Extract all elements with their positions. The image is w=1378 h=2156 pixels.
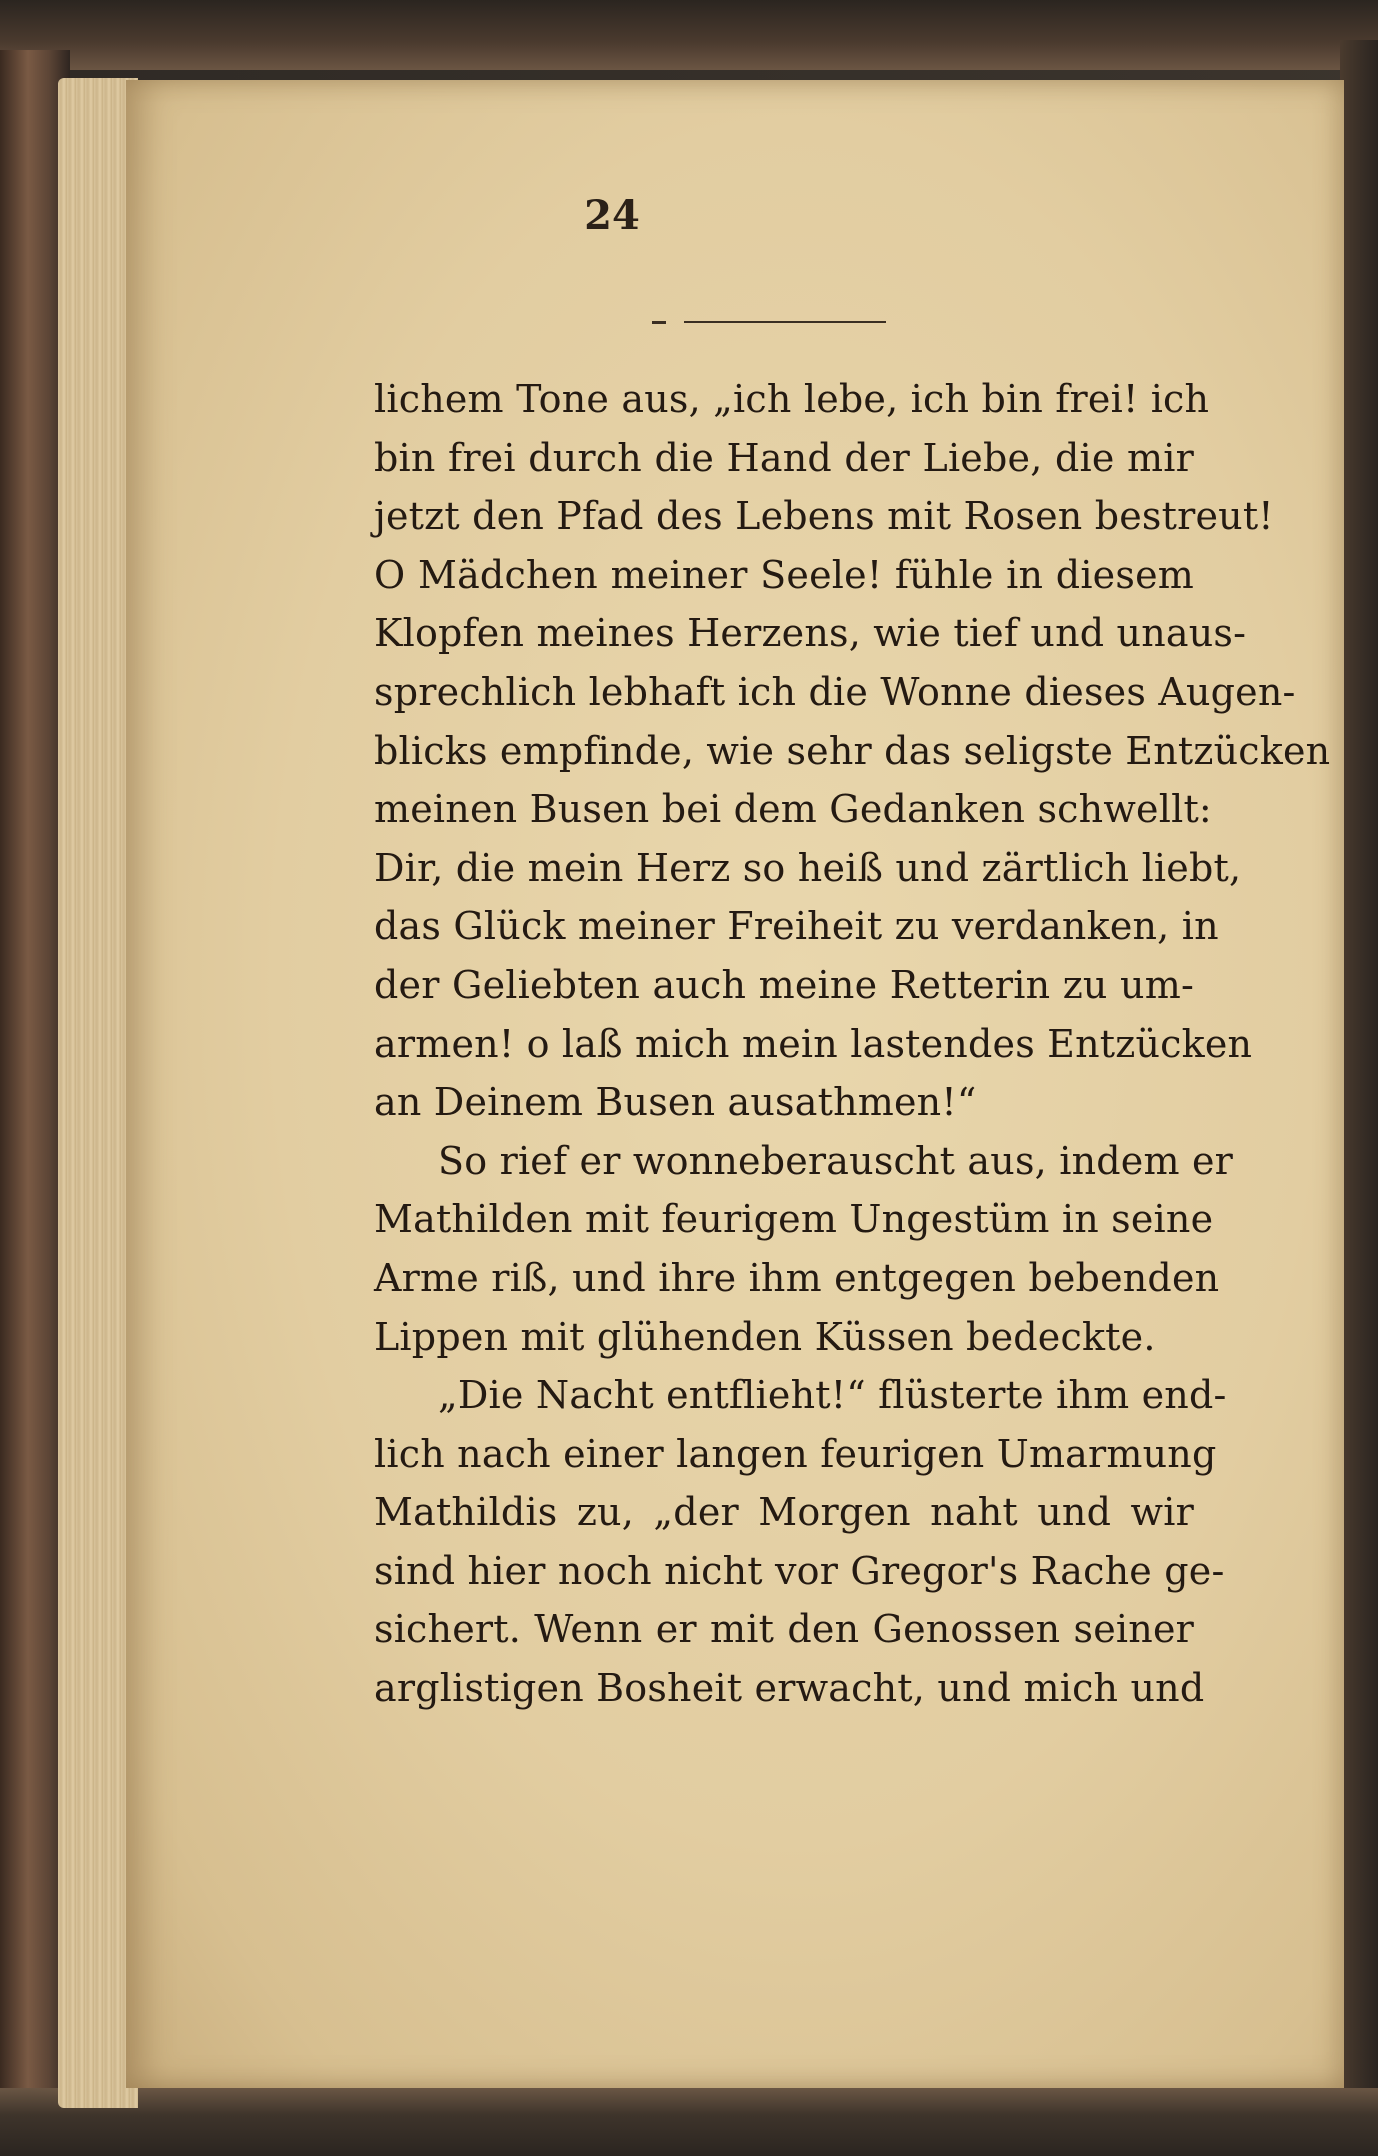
cover-top-edge	[0, 0, 1378, 70]
text-line-10: das Glück meiner Freiheit zu verdanken, in	[374, 904, 1219, 949]
header-rule	[684, 321, 886, 323]
page-number: 24	[584, 192, 640, 239]
text-line-17: Lippen mit glühenden Küssen bedeckte.	[374, 1314, 1156, 1359]
text-line-11: der Geliebten auch meine Retterin zu um-	[374, 962, 1194, 1007]
text-line-22: sichert. Wenn er mit den Genossen seiner	[374, 1607, 1194, 1652]
cover-right-edge	[1340, 40, 1378, 2120]
header-rule-dash	[652, 321, 666, 324]
text-line-7: blicks empfinde, wie sehr das seligste Entzücken	[374, 728, 1331, 773]
text-line-21: sind hier noch nicht vor Gregor's Rache ge-	[374, 1548, 1225, 1593]
text-line-1: lichem Tone aus, „ich lebe, ich bin frei! ich	[374, 377, 1210, 421]
text-line-23: arglistigen Bosheit erwacht, und mich und	[374, 1666, 1205, 1711]
text-line-15: Mathilden mit feurigem Ungestüm in seine	[374, 1197, 1214, 1242]
text-line-3: jetzt den Pfad des Lebens mit Rosen bestreut!	[374, 494, 1274, 539]
text-line-19: lich nach einer langen feurigen Umarmung	[374, 1431, 1217, 1476]
cover-bottom-edge	[0, 2088, 1378, 2156]
text-line-20: Mathildis zu, „der Morgen naht und wir	[374, 1490, 1194, 1535]
text-line-9: Dir, die mein Herz so heiß und zärtlich liebt,	[374, 845, 1242, 890]
body-text	[374, 370, 1331, 1718]
text-line-12: armen! o laß mich mein lastendes Entzücken	[374, 1021, 1253, 1066]
text-line-8: meinen Busen bei dem Gedanken schwellt:	[374, 787, 1212, 832]
text-line-6: sprechlich lebhaft ich die Wonne dieses Augen-	[374, 669, 1296, 714]
text-line-5: Klopfen meines Herzens, wie tief und unaus-	[374, 611, 1247, 656]
text-line-16: Arme riß, und ihre ihm entgegen bebenden	[374, 1255, 1220, 1300]
text-line-2: bin frei durch die Hand der Liebe, die mir	[374, 435, 1194, 480]
text-line-4: O Mädchen meiner Seele! fühle in diesem	[374, 552, 1194, 597]
text-line-13: an Deinem Busen ausathmen!“	[374, 1080, 977, 1125]
text-line-18: „Die Nacht entflieht!“ flüsterte ihm end-	[438, 1373, 1227, 1418]
text-line-14: So rief er wonneberauscht aus, indem er	[438, 1138, 1234, 1183]
